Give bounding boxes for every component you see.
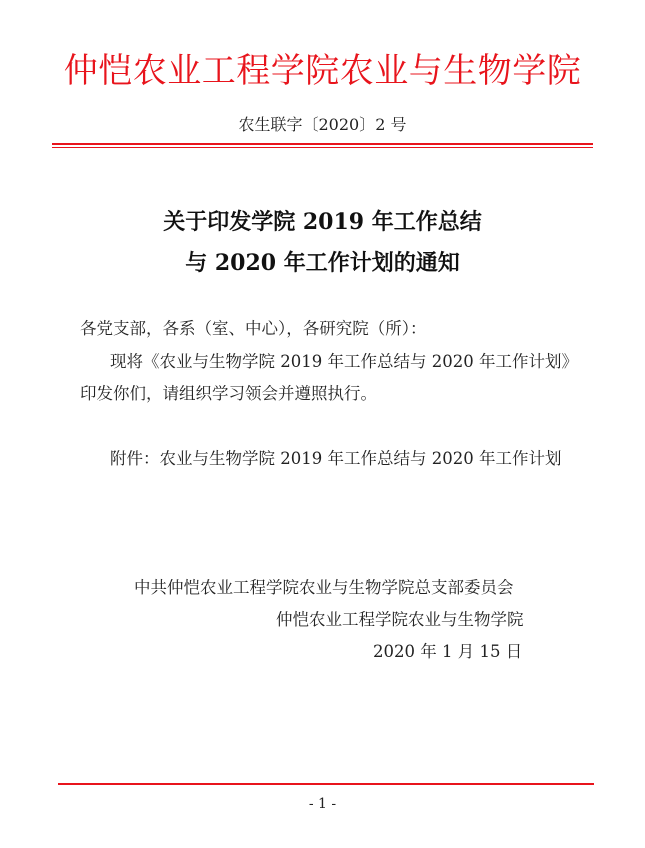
signature-college: 仲恺农业工程学院农业与生物学院 bbox=[276, 610, 524, 629]
attachment-line: 附件：农业与生物学院 2019 年工作总结与 2020 年工作计划 bbox=[110, 449, 562, 468]
signature-committee: 中共仲恺农业工程学院农业与生物学院总支部委员会 bbox=[134, 578, 514, 597]
document-title-line-1: 关于印发学院 2019 年工作总结 bbox=[163, 209, 482, 235]
document-number: 农生联字〔2020〕2 号 bbox=[238, 115, 407, 134]
document-title-line-2: 与 2020 年工作计划的通知 bbox=[185, 250, 460, 276]
body-paragraph-line-2: 印发你们，请组织学习领会并遵照执行。 bbox=[80, 384, 377, 403]
page-number: - 1 - bbox=[308, 796, 337, 812]
document-header-organization: 仲恺农业工程学院农业与生物学院 bbox=[63, 51, 582, 91]
footer-divider bbox=[58, 783, 594, 785]
header-divider-thin bbox=[52, 147, 593, 148]
addressee-line: 各党支部，各系（室、中心），各研究院（所）： bbox=[80, 319, 427, 338]
signature-date: 2020 年 1 月 15 日 bbox=[373, 642, 523, 661]
header-divider-thick bbox=[52, 143, 593, 145]
body-paragraph-line-1: 现将《农业与生物学院 2019 年工作总结与 2020 年工作计划》 bbox=[110, 352, 578, 371]
